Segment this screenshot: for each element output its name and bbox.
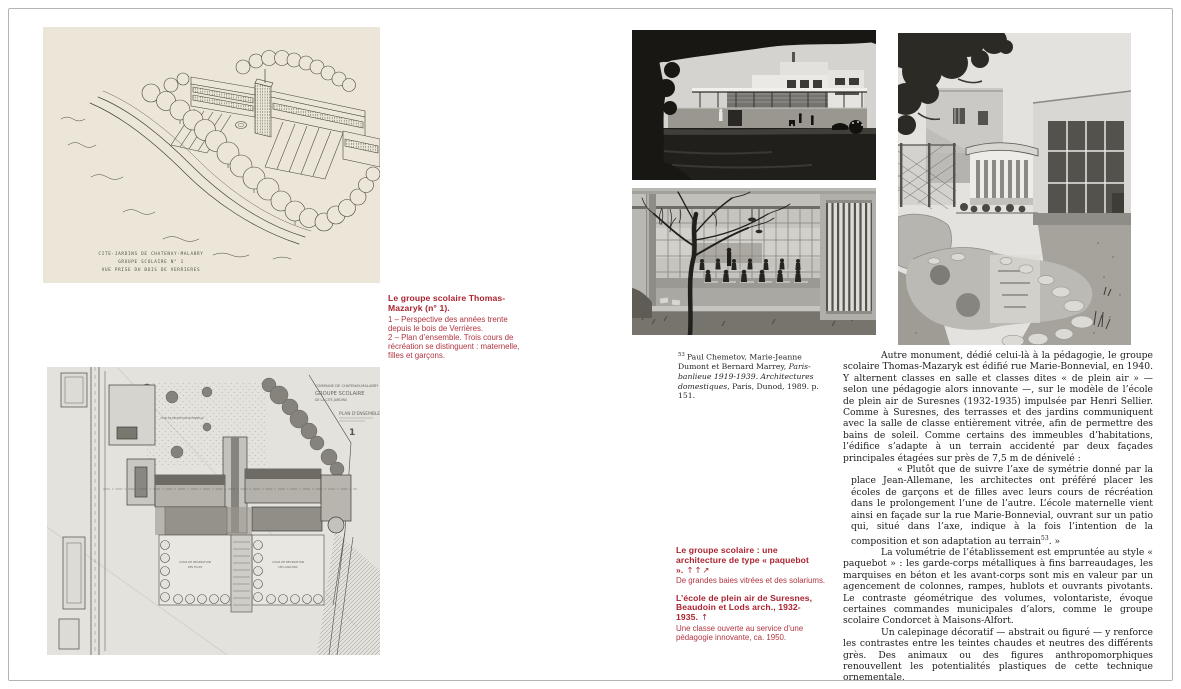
photo-reference-arrows-1: ↑↑↗ xyxy=(686,564,711,575)
photo-school-exterior-svg xyxy=(632,30,876,180)
photo-reference-arrows-2: ↑ xyxy=(701,612,710,623)
plan-subtitle: PLAN D'ENSEMBLE xyxy=(339,412,380,417)
footnote-text-2: , Paris, Dunod, 1989. p. 151. xyxy=(678,381,819,401)
drawing-caption-line1: CITE-JARDINS DE CHATENAY-MALABRY xyxy=(98,252,204,257)
site-plan-drawing xyxy=(47,367,380,655)
plan-title-line3: DE LA CITE-JARDINS xyxy=(315,398,348,402)
caption-b1-sub: De grandes baies vitrées et des solariums. xyxy=(676,576,826,586)
photo-open-air-classroom xyxy=(632,188,876,335)
body-quote xyxy=(851,464,1153,547)
quote-text: « Plutôt que de suivre l’axe de symétrie donné par la place Jean-Allemane, les architectes ont préféré placer les écoles de garçons et de filles avec leurs cours de récréation dans le prolongement l’une de l’autre. L’école maternelle vient ainsi en façade sur la rue Marie-Bonnevial, ouvrant sur un patio qui, situé dans l’axe, indique à la fois l’intention de la composition et son adaptation au terrain xyxy=(851,464,1153,547)
photo-open-air-classroom-svg xyxy=(632,188,876,335)
body-paragraph-3: La volumétrie de l’établissement est empruntée au style « paquebot » : les garde-corps métalliques à fins barreaudages, les marquises en béton et les avant-corps sont mis en valeur par un agencement de colonnes, rampes, hublots et ouvrants pivotants. Le contraste géométrique des volumes, volontariste, évoque certaines commandes municipales d’alors, comme le groupe scolaire Condorcet à Maisons-Alfort. xyxy=(843,546,1153,627)
body-text-column xyxy=(843,350,1153,684)
svg-text:DES FILLES: DES FILLES xyxy=(187,566,203,569)
quote-footnote-ref: 53 xyxy=(1041,534,1049,542)
quote-close: . » xyxy=(1048,535,1061,547)
photo-school-exterior xyxy=(632,30,876,180)
footnote-53 xyxy=(678,351,830,401)
body-paragraph-4: Un calepinage décoratif — abstrait ou figuré — y renforce les contrastes entre les teintes chaudes et neutres des différents grès. Des animaux ou des figures anthropomorphiques renouvellent les potentialités plastiques de cette technique ornementale. xyxy=(843,626,1153,684)
footnote-text-italic: Paris-banlieue 1919-1939. Architectures domestiques xyxy=(678,362,814,391)
svg-text:COUR DE RECREATION: COUR DE RECREATION xyxy=(179,560,211,564)
drawing-caption-line2: GROUPE SCOLAIRE N° 1 xyxy=(118,260,184,265)
caption-b1-title-text: Le groupe scolaire : une architecture de type « paquebot ». xyxy=(676,545,809,575)
svg-text:DES GARCONS: DES GARCONS xyxy=(278,566,298,569)
plan-figure-number: 1 xyxy=(349,428,356,438)
perspective-drawing-svg xyxy=(43,27,380,283)
caption-paquebot xyxy=(676,546,828,642)
caption-b1-title xyxy=(676,546,828,575)
caption-a-item1: 1 – Perspective des années trente depuis le bois de Verrières. xyxy=(388,314,508,333)
right-building xyxy=(1033,91,1131,225)
caption-a-title: Le groupe scolaire Thomas-Mazaryk (n° 1). xyxy=(388,293,506,313)
svg-text:COUR DE RECREATION: COUR DE RECREATION xyxy=(272,560,304,564)
photo-pavilion-pond xyxy=(898,33,1131,345)
pavilion-bay xyxy=(966,143,1038,205)
photo-pavilion-pond-svg xyxy=(898,33,1131,345)
plan-title-line1: COMMUNE DE CHATENAY-MALABRY xyxy=(315,384,379,388)
folding-screen xyxy=(820,194,876,320)
plan-title-line2: GROUPE SCOLAIRE xyxy=(315,391,365,397)
svg-text:COUR DE RECREATION MATERNELLE: COUR DE RECREATION MATERNELLE xyxy=(160,417,204,420)
drawing-caption-line3: VUE PRISE DU BOIS DE VERRIERES xyxy=(101,268,201,273)
fence xyxy=(898,143,956,209)
perspective-drawing xyxy=(43,27,380,283)
body-paragraph-1: Autre monument, dédié celui-là à la pédagogie, le groupe scolaire Thomas-Mazaryk est édifié rue Marie-Bonnevial, en 1940. Y alternent classes en salle et classes dites « de plein air » — selon une pédagogie alors innovante —, sur le modèle de l’école de plein air de Suresnes (1932-1935) impulsée par Henri Sellier. Comme à Suresnes, des terrasses et des jardins communiquent avec la salle de classe entièrement vitrée, afin de permettre des bains de soleil. Comme certains des immeubles d’habitations, l’édifice s’adapte à un terrain accidenté par deux façades principales étagées sur près de 7,5 m de dénivelé : xyxy=(843,350,1153,464)
caption-b2-title-text: L’école de plein air de Suresnes, Beaudoin et Lods arch., 1932-1935. xyxy=(676,592,813,623)
site-plan-svg xyxy=(47,367,380,655)
caption-thomas-mazaryk xyxy=(388,294,524,361)
footnote-text-1: Paul Chemetov, Marie-Jeanne Dumont et Bernard Marrey, xyxy=(678,352,802,372)
footnote-number: 53 xyxy=(678,352,685,358)
courtyards xyxy=(159,535,324,612)
caption-b2-sub: Une classe ouverte au service d’une pédagogie innovante, ca. 1950. xyxy=(676,623,804,643)
caption-b2-title xyxy=(676,594,828,623)
caption-a-item2: 2 – Plan d’ensemble. Trois cours de récréation se distinguent : maternelle, filles et garçons. xyxy=(388,333,520,361)
